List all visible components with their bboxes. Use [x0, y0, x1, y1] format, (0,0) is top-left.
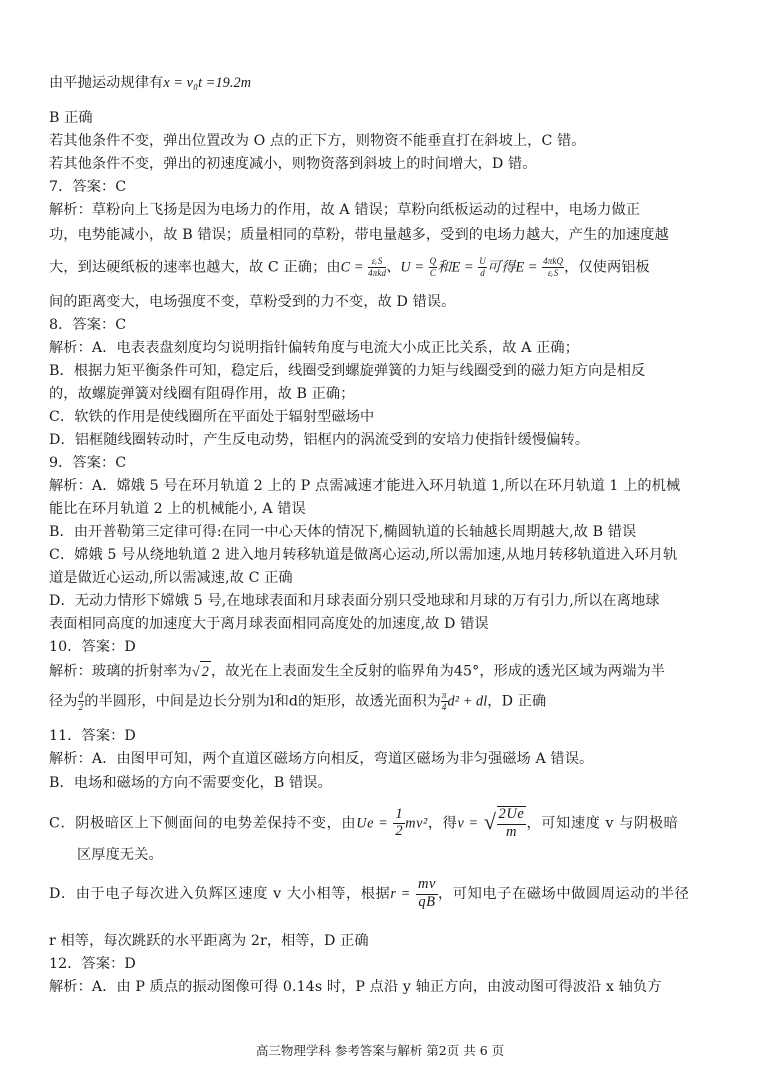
text-line: 由平抛运动规律有x = v₀t =19.2m — [49, 75, 252, 91]
answer-heading-9: 9．答案：C — [49, 455, 127, 471]
square-root: √ $\frac{2Ue}{m}$ — [483, 806, 525, 840]
answer-heading-7: 7．答案：C — [49, 179, 127, 195]
text-line: B．根据力矩平衡条件可知，稳定后，线圈受到螺旋弹簧的力矩与线圈受到的磁力矩方向是相反 — [49, 363, 646, 379]
text-line: C．软铁的作用是使线圈所在平面处于辐射型磁场中 — [49, 409, 375, 425]
formula-line: 解析：玻璃的折射率为√ 2 ，故光在上表面发生全反射的临界角为45°，形成的透光区域为两端为半 — [49, 661, 720, 682]
text-line: 若其他条件不变，弹出位置改为 O 点的正下方，则物资不能垂直打在斜坡上，C 错。 — [49, 133, 586, 149]
text-line: 表面相同高度的加速度大于离月球表面相同高度处的加速度,故 D 错误 — [49, 616, 489, 632]
page-footer: 高三物理学科 参考答案与解析 第2页 共 6 页 — [255, 1043, 505, 1058]
formula-line: 径为 $\frac{d}{2}$ 的半圆形，中间是边长分别为l和d的矩形，故透光面积为 $\frac{\pi}{4}$ d² + dl，D 正确 — [49, 690, 547, 712]
square-root: √ 2 — [192, 661, 211, 682]
fraction: $\frac{\text{εᵣS}}{\text{4πkd}}$ — [368, 256, 387, 278]
answer-heading-12: 12．答案：D — [49, 956, 136, 972]
fraction: $\frac{d}{2}$ — [78, 690, 84, 712]
answer-heading-8: 8．答案：C — [49, 317, 127, 333]
text-line: B 正确 — [49, 110, 93, 126]
text-line: 解析：草粉向上飞扬是因为电场力的作用，故 A 错误；草粉向纸板运动的过程中，电场力做正 — [49, 202, 641, 218]
formula-line: 大，到达硬纸板的速率也越大，故 C 正确；由C = $\frac{\text{εᵣS}}{\text{4πkd}}$ 、U = $\frac{Q}{C}$ 和E = $\frac{U}{d}$ 可得E = $\frac{\text{4πkQ}}{\text{εᵣS}}$ ，仅使两铝板 — [49, 256, 650, 278]
text-line: 解析：A．由 P 质点的振动图像可得 0.14s 时，P 点沿 y 轴正方向，由波动图可得波沿 x 轴负方 — [49, 979, 662, 995]
text-line: 解析：A．由图甲可知，两个直道区磁场方向相反，弯道区磁场为非匀强磁场 A 错误。 — [49, 751, 594, 767]
answer-heading-11: 11．答案：D — [49, 728, 136, 744]
formula-line: C．阴极暗区上下侧面间的电势差保持不变，由Ue = $\frac{1}{2}$ mv²，得v = √ $\frac{2Ue}{m}$ ，可知速度 v 与阴极暗 — [49, 805, 679, 840]
text-line: D．无动力情形下嫦娥 5 号,在地球表面和月球表面分别只受地球和月球的万有引力,所以在离地球 — [49, 593, 660, 609]
text-line: D．铝框随线圈转动时，产生反电动势，铝框内的涡流受到的安培力使指针缓慢偏转。 — [49, 432, 590, 448]
text-line: 解析：A．嫦娥 5 号在环月轨道 2 上的 P 点需减速才能进入环月轨道 1,所以在环月轨道 1 上的机械 — [49, 478, 681, 494]
fraction: $\frac{U}{d}$ — [479, 256, 486, 278]
fraction: $\frac{\pi}{4}$ — [441, 690, 447, 712]
text-line: 能比在环月轨道 2 上的机械能小, A 错误 — [49, 501, 306, 517]
text-line: 区厚度无关。 — [77, 847, 163, 863]
text-line: r 相等，每次跳跃的水平距离为 2r，相等，D 正确 — [49, 933, 369, 949]
text-line: 功，电势能减小，故 B 错误；质量相同的草粉，带电量越多，受到的电场力越大，产生的加速度越 — [49, 227, 669, 243]
text-line: 的，故螺旋弹簧对线圈有阻碍作用，故 B 正确； — [49, 386, 355, 402]
text-line: 若其他条件不变，弹出的初速度减小，则物资落到斜坡上的时间增大，D 错。 — [49, 156, 537, 172]
fraction: $\frac{1}{2}$ — [395, 805, 404, 840]
text-line: 道是做近心运动,所以需减速,故 C 正确 — [49, 570, 293, 586]
fraction: $\frac{Q}{C}$ — [429, 256, 437, 278]
fraction: $\frac{mv}{qB}$ — [417, 876, 437, 910]
text-line: 解析：A．电表表盘刻度均匀说明指针偏转角度与电流大小成正比关系，故 A 正确； — [49, 340, 579, 356]
text-line: C．嫦娥 5 号从绕地轨道 2 进入地月转移轨道是做离心运动,所以需加速,从地月转移轨道进入环月轨 — [49, 547, 678, 563]
text-line: B．由开普勒第三定律可得:在同一中心天体的情况下,椭圆轨道的长轴越长周期越大,故 B 错误 — [49, 524, 637, 540]
answer-heading-10: 10．答案：D — [49, 639, 136, 655]
fraction: $\frac{\text{4πkQ}}{\text{εᵣS}}$ — [543, 256, 564, 278]
formula-line: D．由于电子每次进入负辉区速度 v 大小相等，根据r = $\frac{mv}{qB}$ ，可知电子在磁场中做圆周运动的半径 — [49, 876, 690, 910]
text-line: 间的距离变大，电场强度不变，草粉受到的力不变，故 D 错误。 — [49, 294, 456, 310]
text-line: B．电场和磁场的方向不需要变化，B 错误。 — [49, 775, 332, 791]
